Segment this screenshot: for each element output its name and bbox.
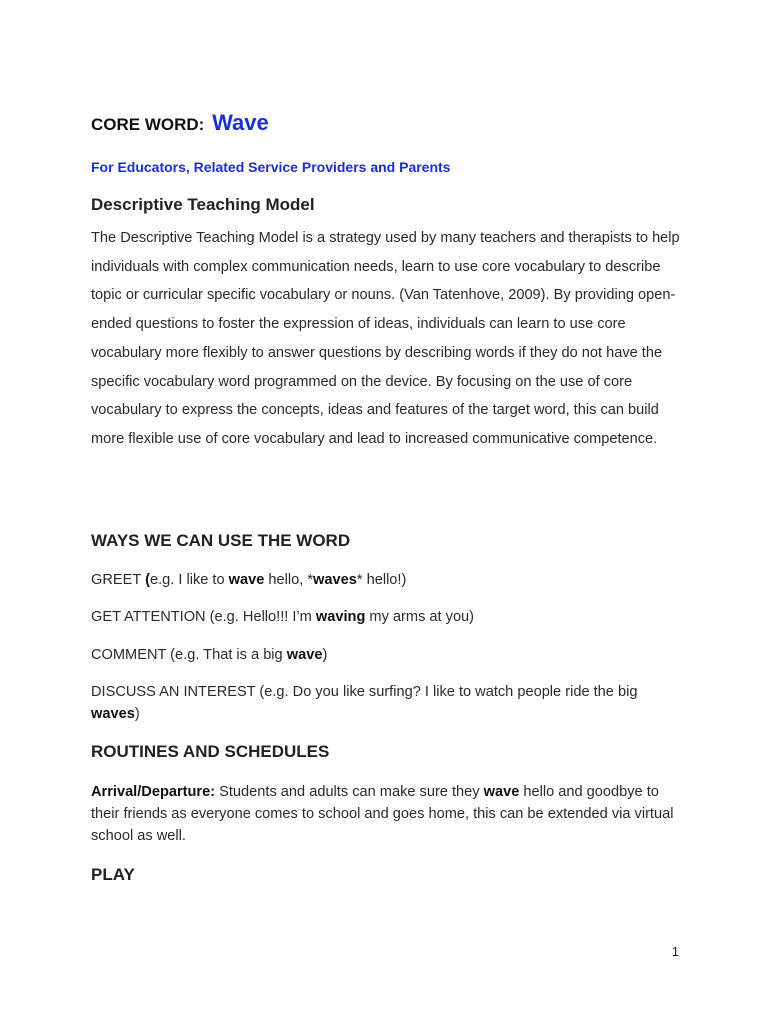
routines-text: Students and adults can make sure they (215, 784, 484, 800)
play-heading: PLAY (91, 865, 135, 884)
discuss-text-2: ) (134, 706, 140, 722)
page-number: 1 (671, 944, 679, 959)
greet-paren: ( (145, 572, 150, 588)
core-word-label: CORE WORD: (91, 115, 205, 134)
routines-heading: ROUTINES AND SCHEDULES (91, 742, 330, 761)
audience-subtitle: For Educators, Related Service Providers and Parents (91, 159, 451, 175)
attention-keyword: waving (315, 609, 366, 625)
greet-text-3: * hello!) (356, 572, 407, 588)
attention-text: GET ATTENTION (e.g. Hello!!! I’m (91, 609, 316, 625)
page-title (91, 110, 269, 136)
routines-keyword: wave (483, 784, 520, 800)
routines-text-2: hello and goodbye to their friends as everyone comes to school and goes home, this can be extended via virtual school as well. (91, 784, 674, 844)
comment-text-2: ) (322, 647, 328, 663)
greet-label: GREET (91, 572, 146, 588)
discuss-keyword: waves (91, 706, 135, 722)
greet-text: e.g. I like to (149, 572, 229, 588)
greet-item (91, 569, 686, 591)
ways-heading: WAYS WE CAN USE THE WORD (91, 531, 351, 550)
attention-text-2: my arms at you) (365, 609, 475, 625)
greet-text-2: hello, * (264, 572, 314, 588)
discuss-text: DISCUSS AN INTEREST (e.g. Do you like surfing? I like to watch people ride the big (91, 684, 638, 700)
greet-keyword-2: waves (313, 572, 357, 588)
descriptive-heading: Descriptive Teaching Model (91, 195, 315, 214)
routines-label: Arrival/Departure: (91, 784, 216, 800)
comment-keyword: wave (286, 647, 323, 663)
routines-paragraph (91, 781, 686, 847)
descriptive-paragraph: The Descriptive Teaching Model is a strategy used by many teachers and therapists to help individuals with complex communication needs, learn to use core vocabulary to describe topic or curricular specific vocabulary or nouns. (Van Tatenhove, 2009). By providing open-ended questions to foster the expression of ideas, individuals can learn to use core vocabulary more flexibly to answer questions by describing words if they do not have the specific vocabulary word programmed on the device. By focusing on the use of core vocabulary to express the concepts, ideas and features of the target word, this can build more flexible use of core vocabulary and lead to increased communicative competence. (91, 230, 680, 447)
discuss-item (91, 681, 686, 725)
attention-item (91, 606, 686, 628)
comment-item (91, 644, 686, 666)
core-word: Wave (212, 110, 269, 135)
comment-text: COMMENT (e.g. That is a big (91, 647, 287, 663)
greet-keyword: wave (228, 572, 265, 588)
